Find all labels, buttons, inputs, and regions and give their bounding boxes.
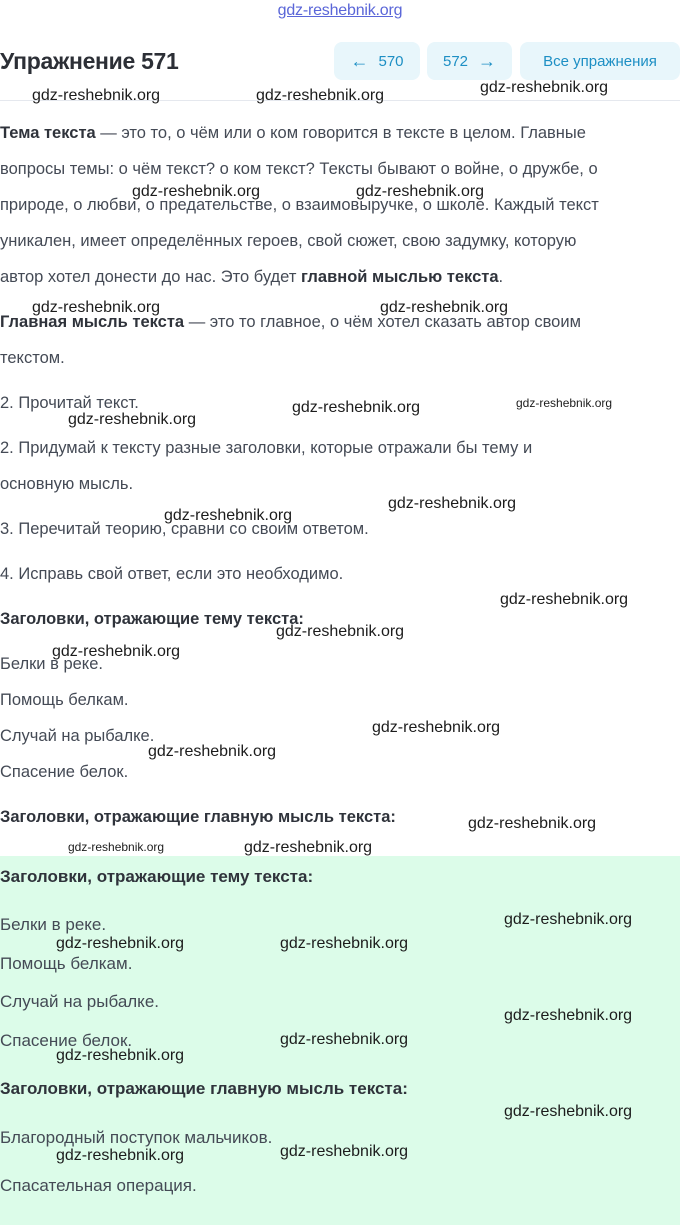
watermark: gdz-reshebnik.org bbox=[164, 507, 293, 524]
watermark: gdz-reshebnik.org bbox=[256, 87, 385, 104]
site-link[interactable]: gdz-reshebnik.org bbox=[277, 2, 403, 19]
next-exercise-button[interactable] bbox=[427, 42, 512, 80]
next-exercise-label: 572 bbox=[442, 52, 469, 70]
watermark: gdz-reshebnik.org bbox=[68, 840, 165, 854]
theory-line bbox=[0, 259, 672, 295]
watermark: gdz-reshebnik.org bbox=[132, 183, 261, 200]
main-idea-term: главной мыслью текста bbox=[300, 268, 499, 286]
prev-exercise-button[interactable] bbox=[334, 42, 420, 80]
theory-text: автор хотел донести до нас. Это будет bbox=[0, 268, 301, 286]
answer-item: Белки в реке. bbox=[0, 915, 107, 934]
watermark: gdz-reshebnik.org bbox=[380, 299, 509, 316]
theory-line: текстом. bbox=[0, 349, 65, 367]
theory-text: — это то, о чём или о ком говорится в тексте в целом. Главные bbox=[95, 124, 586, 142]
watermark: gdz-reshebnik.org bbox=[372, 719, 501, 736]
answer-item: Спасательная операция. bbox=[0, 1176, 197, 1195]
theory-text: . bbox=[498, 268, 504, 286]
watermark: gdz-reshebnik.org bbox=[480, 79, 609, 96]
watermark: gdz-reshebnik.org bbox=[68, 411, 197, 428]
task-step: 2. Прочитай текст. bbox=[0, 394, 139, 412]
list-item: Белки в реке. bbox=[0, 655, 103, 673]
watermark: gdz-reshebnik.org bbox=[280, 1031, 409, 1048]
watermark: gdz-reshebnik.org bbox=[388, 495, 517, 512]
all-exercises-label: Все упражнения bbox=[543, 52, 657, 70]
watermark: gdz-reshebnik.org bbox=[468, 815, 597, 832]
task-step: 3. Перечитай теорию, сравни со своим ответом. bbox=[0, 520, 369, 538]
theory-line: уникален, имеет определённых героев, свой сюжет, свою задумку, которую bbox=[0, 232, 577, 250]
watermark: gdz-reshebnik.org bbox=[356, 183, 485, 200]
watermark: gdz-reshebnik.org bbox=[52, 643, 181, 660]
watermark: gdz-reshebnik.org bbox=[504, 911, 633, 928]
list-item: Случай на рыбалке. bbox=[0, 727, 155, 745]
watermark: gdz-reshebnik.org bbox=[148, 743, 277, 760]
theme-headings-title: Заголовки, отражающие тему текста: bbox=[0, 610, 304, 628]
idea-headings-title: Заголовки, отражающие главную мысль текста: bbox=[0, 808, 396, 826]
watermark: gdz-reshebnik.org bbox=[56, 935, 185, 952]
watermark: gdz-reshebnik.org bbox=[56, 1047, 185, 1064]
all-exercises-button[interactable] bbox=[520, 42, 680, 80]
watermark: gdz-reshebnik.org bbox=[516, 396, 613, 410]
theory-line: вопросы темы: о чём текст? о ком текст? Тексты бывают о войне, о дружбе, о bbox=[0, 160, 598, 178]
arrow-left-icon: ← bbox=[350, 50, 369, 71]
list-item: Спасение белок. bbox=[0, 763, 129, 781]
theory-line bbox=[0, 115, 672, 151]
main-idea-definition-term: Главная мысль текста bbox=[0, 313, 185, 331]
task-step: основную мысль. bbox=[0, 475, 134, 493]
watermark: gdz-reshebnik.org bbox=[280, 935, 409, 952]
theory-line: природе, о любви, о предательстве, о взаимовыручке, о школе. Каждый текст bbox=[0, 196, 599, 214]
arrow-right-icon: → bbox=[478, 50, 497, 71]
task-step: 4. Исправь свой ответ, если это необходимо. bbox=[0, 565, 344, 583]
watermark: gdz-reshebnik.org bbox=[32, 87, 161, 104]
watermark: gdz-reshebnik.org bbox=[32, 299, 161, 316]
watermark: gdz-reshebnik.org bbox=[500, 591, 629, 608]
page-title: Упражнение 571 bbox=[0, 48, 179, 74]
task-step: 2. Придумай к тексту разные заголовки, которые отражали бы тему и bbox=[0, 439, 533, 457]
answer-item: Случай на рыбалке. bbox=[0, 992, 159, 1011]
theme-term: Тема текста bbox=[0, 124, 96, 142]
watermark: gdz-reshebnik.org bbox=[244, 839, 373, 856]
list-item: Помощь белкам. bbox=[0, 691, 129, 709]
answer-item: Помощь белкам. bbox=[0, 954, 133, 973]
watermark: gdz-reshebnik.org bbox=[56, 1147, 185, 1164]
watermark: gdz-reshebnik.org bbox=[276, 623, 405, 640]
answer-item: Спасение белок. bbox=[0, 1031, 133, 1050]
watermark: gdz-reshebnik.org bbox=[504, 1103, 633, 1120]
theory-text: — это то главное, о чём хотел сказать автор своим bbox=[184, 313, 581, 331]
prev-exercise-label: 570 bbox=[378, 52, 404, 70]
watermark: gdz-reshebnik.org bbox=[280, 1143, 409, 1160]
watermark: gdz-reshebnik.org bbox=[292, 399, 421, 416]
answer-theme-heading: Заголовки, отражающие тему текста: bbox=[0, 867, 314, 886]
watermark: gdz-reshebnik.org bbox=[504, 1007, 633, 1024]
exercise-header bbox=[0, 40, 680, 82]
answer-item: Благородный поступок мальчиков. bbox=[0, 1128, 273, 1147]
answer-idea-heading: Заголовки, отражающие главную мысль текста: bbox=[0, 1079, 408, 1098]
